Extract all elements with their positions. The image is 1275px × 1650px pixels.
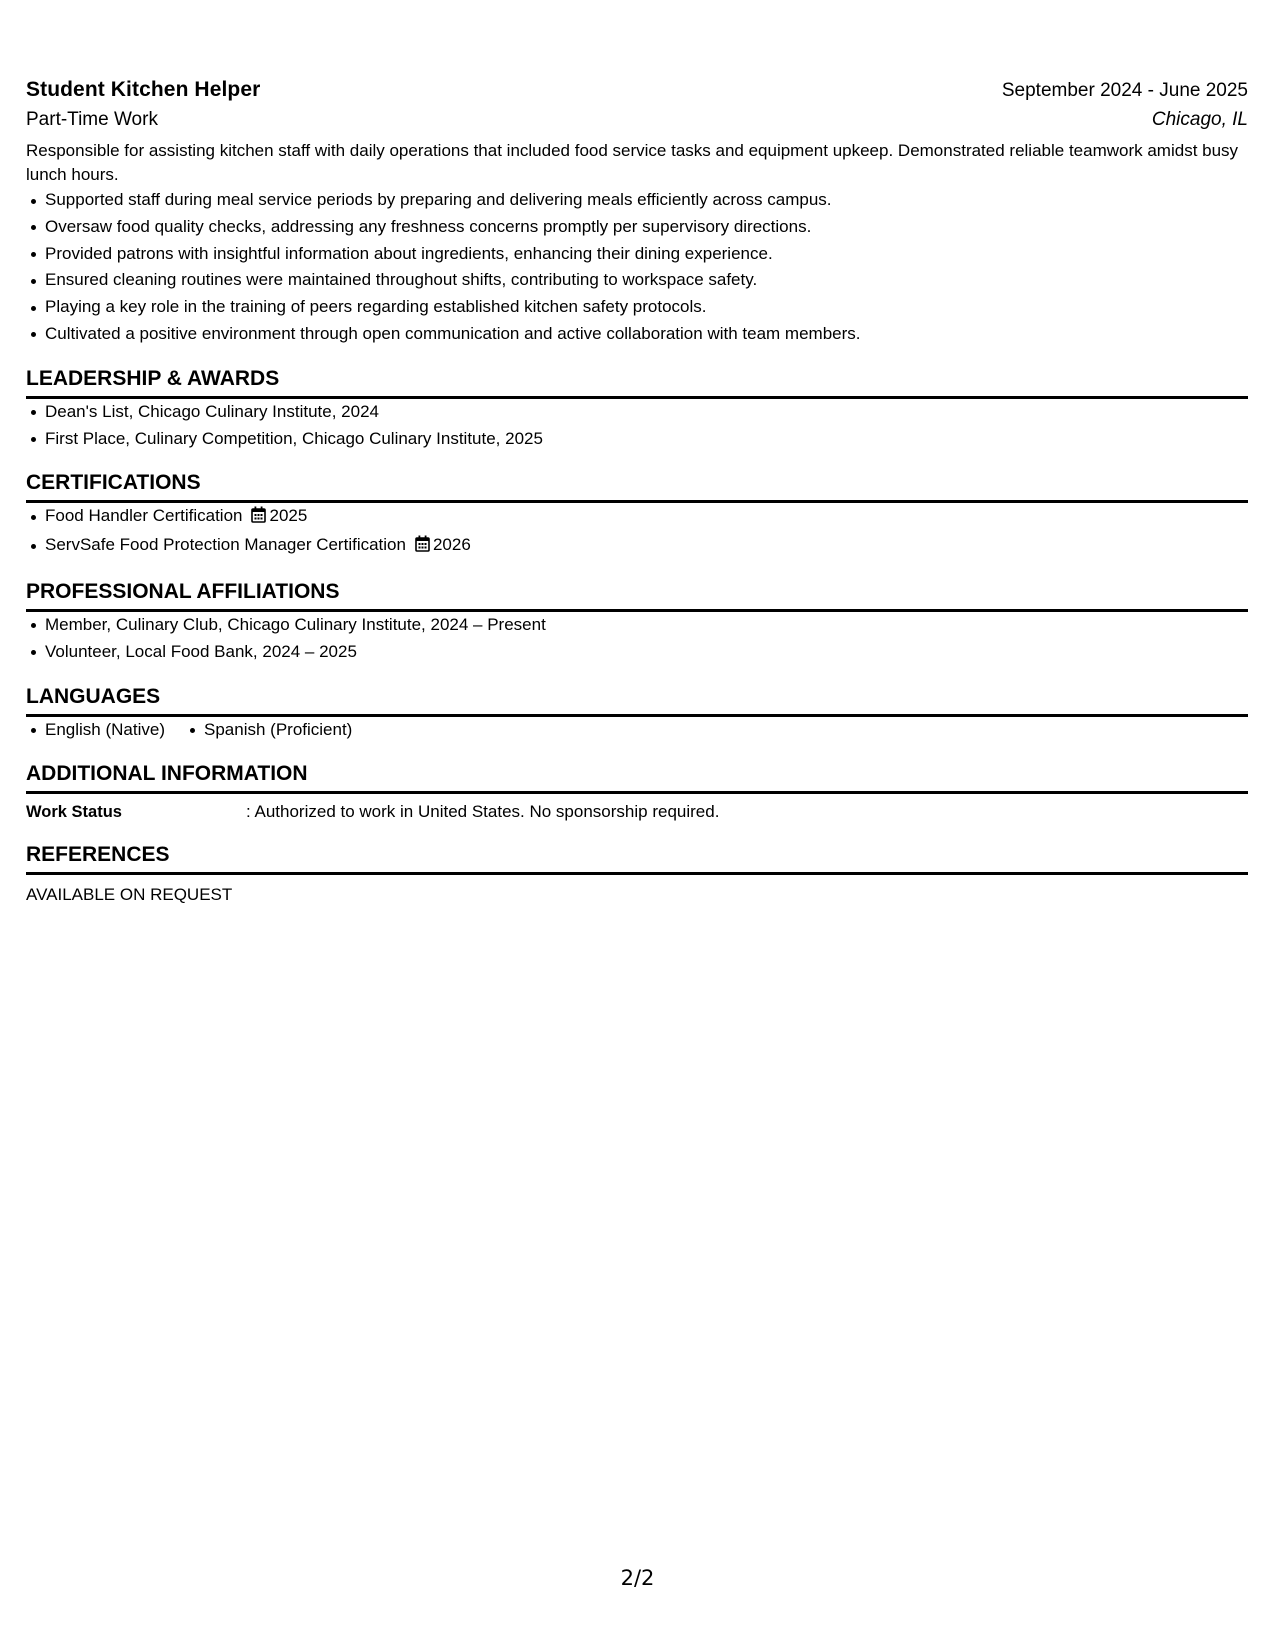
work-status-row xyxy=(26,800,1248,824)
list-item xyxy=(26,503,1248,532)
certifications-section xyxy=(26,470,1248,561)
list-item: Oversaw food quality checks, addressing any freshness concerns promptly per supervisory directions. xyxy=(26,214,1248,241)
list-item: First Place, Culinary Competition, Chicago Culinary Institute, 2025 xyxy=(26,426,1248,453)
list-item: Member, Culinary Club, Chicago Culinary Institute, 2024 – Present xyxy=(26,612,1248,639)
list-item: Provided patrons with insightful information about ingredients, enhancing their dining experience. xyxy=(26,241,1248,268)
section-heading: REFERENCES xyxy=(26,842,1248,875)
work-status-value: : Authorized to work in United States. No sponsorship required. xyxy=(246,802,720,822)
list-item: English (Native) xyxy=(26,717,165,744)
list-item: Volunteer, Local Food Bank, 2024 – 2025 xyxy=(26,639,1248,666)
languages-list xyxy=(26,717,1248,744)
certification-name: Food Handler Certification xyxy=(45,506,243,526)
section-heading: LEADERSHIP & AWARDS xyxy=(26,366,1248,399)
job-title: Student Kitchen Helper xyxy=(26,78,261,101)
list-item: Cultivated a positive environment through open communication and active collaboration with team members. xyxy=(26,321,1248,348)
calendar-icon xyxy=(415,534,430,561)
job-location: Chicago, IL xyxy=(1151,109,1248,130)
list-item: Ensured cleaning routines were maintained throughout shifts, contributing to workspace safety. xyxy=(26,267,1248,294)
job-summary: Responsible for assisting kitchen staff with daily operations that included food service tasks and equipment upkeep. Demonstrated reliable teamwork amidst busy lunch hours. xyxy=(26,141,1239,184)
certifications-list xyxy=(26,503,1248,561)
section-heading: LANGUAGES xyxy=(26,684,1248,717)
section-heading: CERTIFICATIONS xyxy=(26,470,1248,503)
affiliations-list xyxy=(26,612,1248,666)
list-item: Spanish (Proficient) xyxy=(185,717,352,744)
resume-page xyxy=(26,78,1248,905)
certification-name: ServSafe Food Protection Manager Certification xyxy=(45,535,406,555)
job-bullets xyxy=(26,187,1248,348)
references-section xyxy=(26,842,1248,905)
job-dates: September 2024 - June 2025 xyxy=(1001,80,1248,101)
section-heading: ADDITIONAL INFORMATION xyxy=(26,761,1248,794)
languages-section xyxy=(26,684,1248,744)
references-text: AVAILABLE ON REQUEST xyxy=(26,885,233,905)
work-status-label: Work Status xyxy=(26,803,122,822)
calendar-icon xyxy=(251,505,266,532)
list-item: Supported staff during meal service periods by preparing and delivering meals efficiently across campus. xyxy=(26,187,1248,214)
list-item xyxy=(26,532,1248,561)
leadership-list xyxy=(26,399,1248,453)
affiliations-section xyxy=(26,579,1248,666)
page-number: 2/2 xyxy=(620,1566,655,1590)
experience-entry xyxy=(26,78,1248,348)
list-item: Playing a key role in the training of peers regarding established kitchen safety protocols. xyxy=(26,294,1248,321)
job-type: Part-Time Work xyxy=(26,109,158,130)
section-heading: PROFESSIONAL AFFILIATIONS xyxy=(26,579,1248,612)
leadership-section xyxy=(26,366,1248,453)
additional-info-section xyxy=(26,761,1248,824)
list-item: Dean's List, Chicago Culinary Institute, 2024 xyxy=(26,399,1248,426)
certification-year: 2026 xyxy=(432,535,471,555)
certification-year: 2025 xyxy=(269,506,308,526)
